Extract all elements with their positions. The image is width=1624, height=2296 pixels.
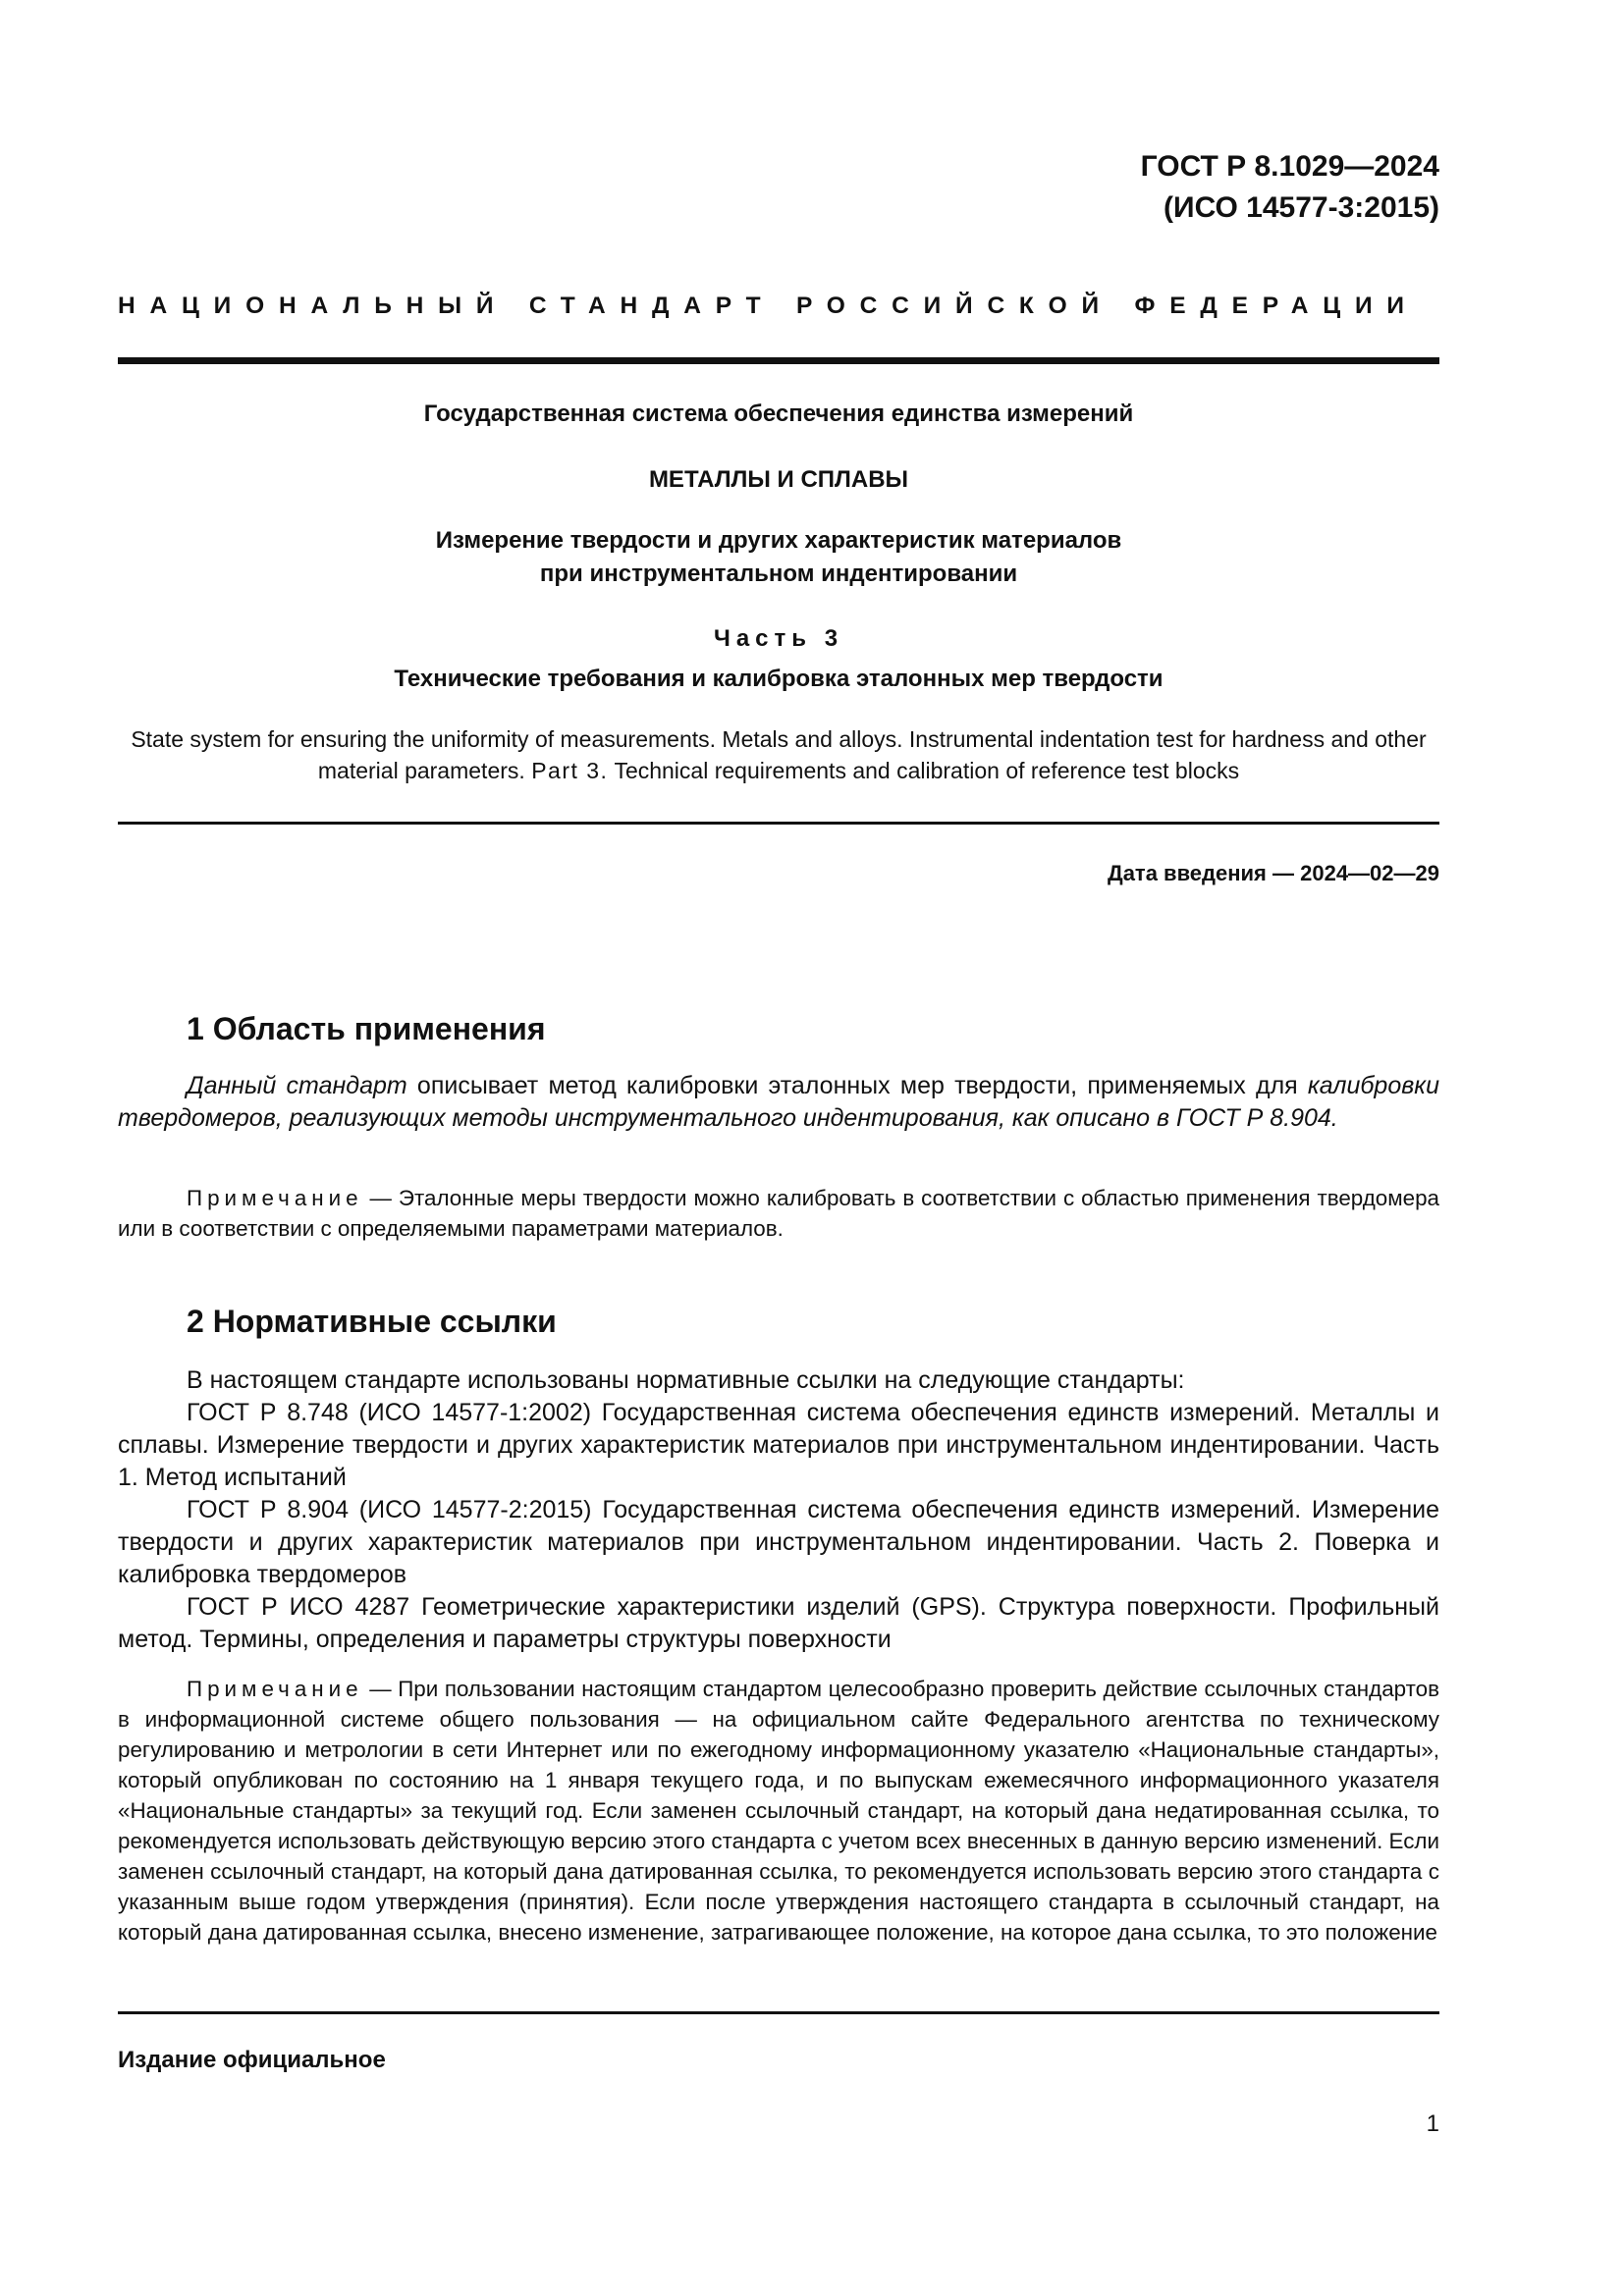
technical-title: Технические требования и калибровка эталонных мер твердости xyxy=(394,666,1164,692)
scope-italic-subject: Данный стандарт xyxy=(187,1072,407,1099)
top-rule xyxy=(118,357,1439,364)
introduction-date: Дата введения — 2024—02—29 xyxy=(1108,861,1439,885)
note-text: — Эталонные меры твердости можно калибровать в соответствии с областью применения твердомера или в соответствии с определяемыми параметрами материалов. xyxy=(118,1186,1439,1241)
section-2-title: 2 Нормативные ссылки xyxy=(187,1304,557,1339)
section-1-paragraph xyxy=(118,1070,1439,1135)
english-title-rest: Technical requirements and calibration of reference test blocks xyxy=(614,758,1240,783)
middle-rule xyxy=(118,822,1439,825)
note-label: Примечание xyxy=(187,1186,363,1210)
measurement-title-line1: Измерение твердости и других характеристик материалов xyxy=(435,527,1122,554)
section-1-note xyxy=(118,1183,1439,1244)
official-edition-label: Издание официальное xyxy=(118,2047,386,2073)
english-title-main: State system for ensuring the uniformity of measurements. Metals and alloys. Instrumental indentation test for hardness and other material parameters. xyxy=(131,726,1427,783)
scope-italic-object: калибровки твердомеров, реализующих методы инструментального индентирования, как описано в ГОСТ Р 8.904. xyxy=(118,1072,1439,1132)
english-title xyxy=(118,723,1439,786)
english-title-part: Part 3. xyxy=(531,758,609,783)
reference-item: ГОСТ Р 8.748 (ИСО 14577-1:2002) Государственная система обеспечения единств измерений. Металлы и сплавы. Измерение твердости и других характеристик материалов при инструментальном индентировании. Часть 1. Метод испытаний xyxy=(118,1399,1439,1491)
iso-code: (ИСО 14577-3:2015) xyxy=(1164,191,1439,224)
metals-title: МЕТАЛЛЫ И СПЛАВЫ xyxy=(648,466,909,493)
note-label: Примечание xyxy=(187,1677,363,1701)
page-number: 1 xyxy=(1426,2110,1439,2137)
reference-item: ГОСТ Р ИСО 4287 Геометрические характеристики изделий (GPS). Структура поверхности. Профильный метод. Термины, определения и параметры структуры поверхности xyxy=(118,1593,1439,1653)
national-standard-heading: НАЦИОНАЛЬНЫЙ СТАНДАРТ РОССИЙСКОЙ ФЕДЕРАЦИИ xyxy=(118,293,1419,319)
standard-code: ГОСТ Р 8.1029—2024 xyxy=(1140,150,1439,183)
measurement-title-line2: при инструментальном индентировании xyxy=(539,561,1018,587)
section-1-title: 1 Область применения xyxy=(187,1011,546,1046)
section-2-intro: В настоящем стандарте использованы нормативные ссылки на следующие стандарты: xyxy=(187,1366,1185,1394)
part-title: Часть 3 xyxy=(713,625,844,652)
bottom-rule xyxy=(118,2011,1439,2014)
scope-text: описывает метод калибровки эталонных мер твердости, применяемых для xyxy=(406,1072,1308,1099)
measurement-title xyxy=(118,524,1439,591)
section-2-note xyxy=(118,1674,1439,1948)
system-title: Государственная система обеспечения единства измерений xyxy=(423,400,1134,427)
note-text: — При пользовании настоящим стандартом целесообразно проверить действие ссылочных стандартов в информационной системе общего пользования — на официальном сайте Федерального агентства по техническому регулированию и метрологии в сети Интернет или по ежегодному информационному указателю «Национальные стандарты», который опубликован по состоянию на 1 января текущего года, и по выпускам ежемесячного информационного указателя «Национальные стандарты» за текущий год. Если заменен ссылочный стандарт, на который дана недатированная ссылка, то рекомендуется использовать действующую версию этого стандарта с учетом всех внесенных в данную версию изменений. Если заменен ссылочный стандарт, на который дана датированная ссылка, то рекомендуется использовать версию этого стандарта с указанным выше годом утверждения (принятия). Если после утверждения настоящего стандарта в ссылочный стандарт, на который дана датированная ссылка, внесено изменение, затрагивающее положение, на которое дана ссылка, то это положение xyxy=(118,1677,1439,1945)
reference-item: ГОСТ Р 8.904 (ИСО 14577-2:2015) Государственная система обеспечения единств измерений. Измерение твердости и других характеристик материалов при инструментальном индентировании. Часть 2. Поверка и калибровка твердомеров xyxy=(118,1496,1439,1588)
